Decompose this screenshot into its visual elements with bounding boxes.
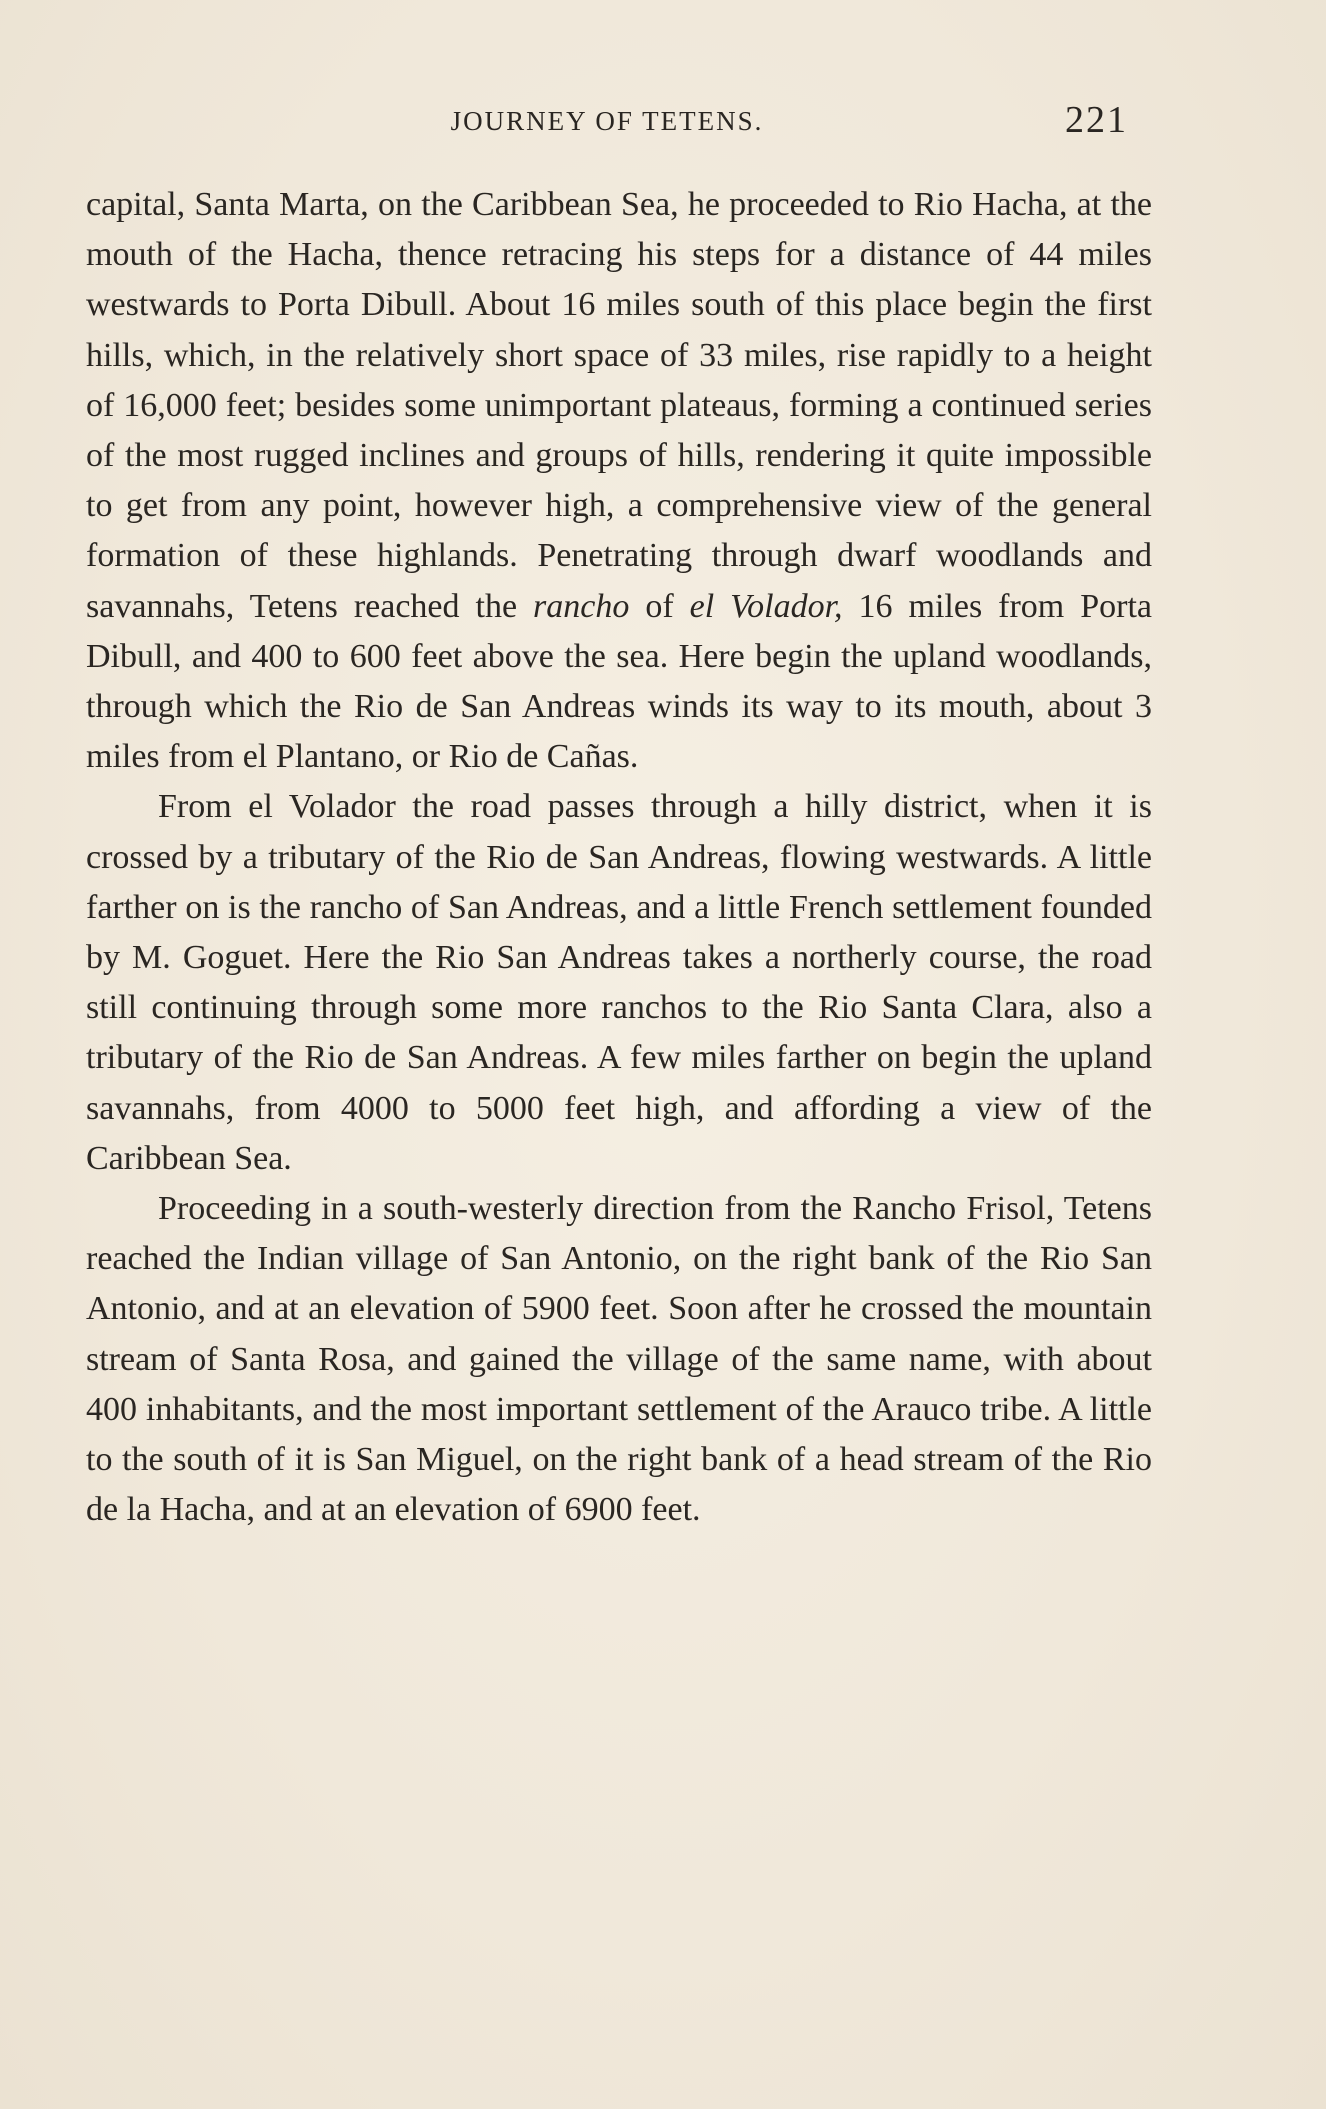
paragraph-1-text-b: of xyxy=(629,587,690,625)
running-title: JOURNEY OF TETENS. xyxy=(450,106,764,136)
italic-el-volador: el Volador, xyxy=(689,587,843,625)
body-text xyxy=(86,180,1152,1535)
paragraph-1 xyxy=(86,180,1152,782)
paragraph-1-text-a: capital, Santa Marta, on the Caribbean Sea, he proceeded to Rio Hacha, at the mouth of the Hacha, thence retracing his steps for a distance of 44 miles westwards to Porta Dibull. About 16 miles south of this place begin the first hills, which, in the relatively short space of 33 miles, rise rapidly to a height of 16,000 feet; besides some unimportant plateaus, forming a continued series of the most rugged inclines and groups of hills, rendering it quite impossible to get from any point, however high, a comprehensive view of the general formation of these highlands. Penetrating through dwarf woodlands and savannahs, Tetens reached the xyxy=(86,186,1152,625)
paragraph-3: Proceeding in a south-westerly direction from the Rancho Frisol, Tetens reached the Indian village of San Antonio, on the right bank of the Rio San Antonio, and at an elevation of 5900 feet. Soon after he crossed the mountain stream of Santa Rosa, and gained the village of the same name, with about 400 inhabitants, and the most important settlement of the Arauco tribe. A little to the south of it is San Miguel, on the right bank of a head stream of the Rio de la Hacha, and at an elevation of 6900 feet. xyxy=(86,1190,1152,1529)
page-number: 221 xyxy=(1065,99,1128,141)
paragraph-2: From el Volador the road passes through a hilly district, when it is crossed by a tributary of the Rio de San Andreas, flowing westwards. A little farther on is the rancho of San Andreas, and a little French settlement founded by M. Goguet. Here the Rio San Andreas takes a northerly course, the road still continuing through some more ranchos to the Rio Santa Clara, also a tributary of the Rio de San Andreas. A few miles farther on begin the upland savannahs, from 4000 to 5000 feet high, and affording a view of the Caribbean Sea. xyxy=(86,788,1152,1177)
paragraph-1-text-c: 16 miles from Porta Dibull, and 400 to 600 feet above the sea. Here begin the upland woodlands, through which the Rio de San Andreas winds its way to its mouth, about 3 miles from el Plantano, or Rio de Cañas. xyxy=(86,587,1152,776)
running-head xyxy=(86,100,1128,144)
italic-rancho: rancho xyxy=(533,587,630,625)
